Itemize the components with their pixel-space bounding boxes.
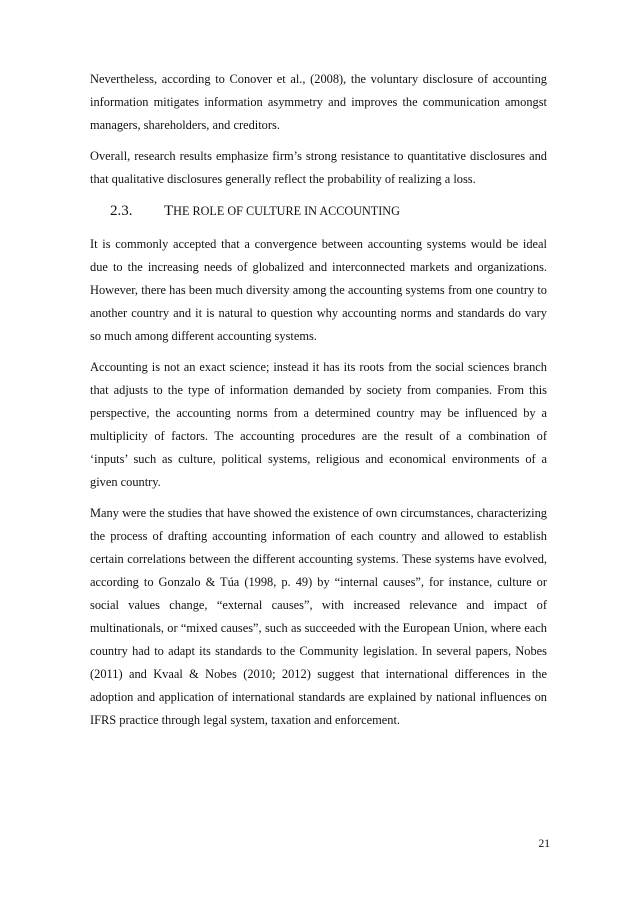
paragraph-voluntary-disclosure: Nevertheless, according to Conover et al., (2008), the voluntary disclosure of accounting information mitigates information asymmetry and improves the communication amongst managers, shareholders, and creditors. [90,72,547,132]
section-heading [90,199,547,223]
page-number: 21 [538,838,550,850]
paragraph-research-results: Overall, research results emphasize firm’s strong resistance to quantitative disclosures and that qualitative disclosures generally reflect the probability of realizing a loss. [90,149,547,186]
page-body [90,68,547,740]
paragraph-many-studies: Many were the studies that have showed the existence of own circumstances, characterizing the process of drafting accounting information of each country and allowed to establish certain correlations between the different accounting systems. These systems have evolved, according to Gonzalo & Túa (1998, p. 49) by “internal causes”, for instance, culture or social values change, “external causes”, with increased relevance and impact of multinationals, or “mixed causes”, such as succeeded with the European Union, where each country had to adapt its standards to the Community legislation. In several papers, Nobes (2011) and Kvaal & Nobes (2010; 2012) suggest that international differences in the adoption and application of international standards are explained by national influences on IFRS practice through legal system, taxation and enforcement. [90,506,547,727]
section-title-rest: HE ROLE OF CULTURE IN ACCOUNTING [173,204,400,218]
paragraph-not-exact-science: Accounting is not an exact science; instead it has its roots from the social sciences branch that adjusts to the type of information demanded by society from companies. From this perspective, the accounting norms from a determined country may be influenced by a multiplicity of factors. The accounting procedures are the result of a combination of ‘inputs’ such as culture, political systems, religious and economical environments of a given country. [90,360,547,489]
paragraph-convergence: It is commonly accepted that a convergence between accounting systems would be ideal due to the increasing needs of globalized and interconnected markets and organizations. However, there has been much diversity among the accounting systems from one country to another country and it is natural to question why accounting norms and standards do vary so much among different accounting systems. [90,237,547,343]
section-title-first-letter: T [164,203,174,219]
section-number: 2.3. [110,203,133,219]
